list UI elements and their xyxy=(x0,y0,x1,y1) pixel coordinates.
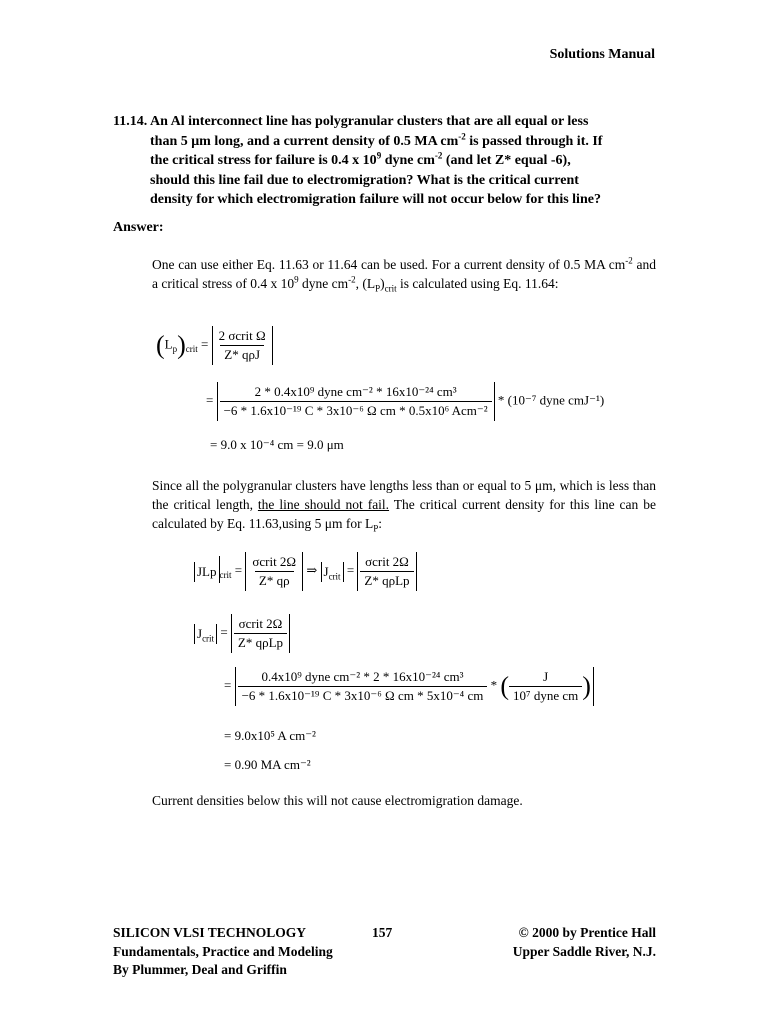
equation-j-crit-result-2: = 0.90 MA cm⁻² xyxy=(224,757,311,772)
equation-j-crit-result-1: = 9.0x10⁵ A cm⁻² xyxy=(224,728,316,743)
equation-lp-crit-numeric: = $\frac{\text{2 * 0.4x10⁹ dyne cm⁻² * 16x10⁻²⁴ cm³}}{\text{−6 * 1.6x10⁻¹⁹ C * 3x10⁻⁶ Ω cm * 0.5x10⁶ Acm⁻²}}$ * (10⁻⁷ dyne cmJ⁻¹) xyxy=(206,382,604,421)
equation-lp-crit: $(L_p)_{crit}$ = $\frac{\text{2 σcrit Ω}}{\text{Z* qρJ}}$ xyxy=(156,326,273,365)
problem-line: An Al interconnect line has polygranular clusters that are all equal or less xyxy=(150,114,589,129)
book-title: SILICON VLSI TECHNOLOGY xyxy=(113,925,307,940)
problem-number: 11.14. xyxy=(113,114,148,129)
equation-j-crit: $J_{crit}$ = $\frac{\text{σcrit 2Ω}}{\text{Z* qρLp}}$ xyxy=(194,614,290,653)
equation-j-crit-derivation: JLp $_{crit}$ = $\frac{\text{σcrit 2Ω}}{Z* q\rho}$ ⇒ $J_{crit}$ = $\frac{\text{σcrit 2Ω}}{\text{Z* qρLp}}$ xyxy=(194,552,417,591)
problem-line: density for which electromigration failure will not occur below for this line? xyxy=(150,192,601,207)
equation-j-crit-numeric: = $\frac{\text{0.4x10⁹ dyne cm⁻² * 2 * 16x10⁻²⁴ cm³}}{\text{−6 * 1.6x10⁻¹⁹ C * 3x10⁻⁶ Ω cm * 5x10⁻⁴ cm}}$ * ( $\frac{J}{\text{10⁷ dyne cm}}$ ) xyxy=(224,667,594,706)
copyright: © 2000 by Prentice Hall xyxy=(518,925,656,940)
equation-lp-crit-result: = 9.0 x 10⁻⁴ cm = 9.0 μm xyxy=(210,437,344,452)
problem-line: should this line fail due to electromigration? What is the critical current xyxy=(150,172,579,188)
answer-label: Answer: xyxy=(113,220,164,235)
header-title: Solutions Manual xyxy=(549,47,655,62)
footer-right xyxy=(513,924,656,961)
conclusion-underline: the line should not fail. xyxy=(257,497,390,512)
problem-line: than 5 μm long, and a current density of 0.5 MA $cm^{-2}$ is passed through it. If xyxy=(150,130,603,149)
book-subtitle: Fundamentals, Practice and Modeling xyxy=(113,943,333,959)
intro-paragraph: One can use either Eq. 11.63 or 11.64 can be used. For a current density of 0.5 MA $cm^{-2}$ and a critical stress of 0.4 x $10^9$ dyne $cm^{-2}$, $(L_P)_{crit}$ is calculated using Eq. 11.64: xyxy=(152,255,656,294)
analysis-paragraph: Since all the polygranular clusters have lengths less than or equal to 5 μm, which is less than the critical length, the line should not fail. The critical current density for this line can be calculated by Eq. 11.63,using 5 μm for $L_P$: xyxy=(152,478,656,534)
problem-line: the critical stress for failure is 0.4 x $10^9$ dyne $cm^{-2}$ (and let Z* equal -6), xyxy=(150,150,571,168)
conclusion-sentence: Current densities below this will not cause electromigration damage. xyxy=(152,793,523,808)
page-number: 157 xyxy=(372,925,393,940)
book-authors: By Plummer, Deal and Griffin xyxy=(113,962,287,977)
footer-left xyxy=(113,924,333,980)
publisher-location: Upper Saddle River, N.J. xyxy=(512,943,656,959)
problem-statement xyxy=(113,112,658,210)
